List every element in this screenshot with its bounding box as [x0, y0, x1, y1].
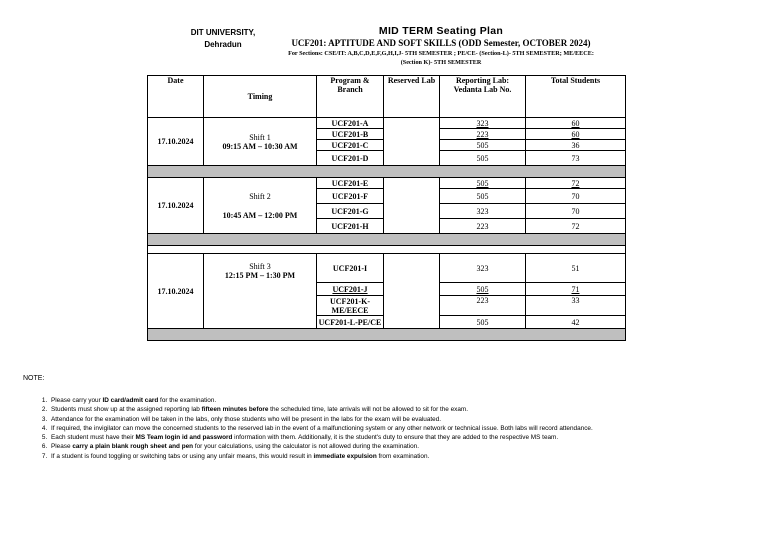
lab-cell: 505 — [440, 178, 526, 189]
note-item: 7. If a student is found toggling or switching tabs or using any unfair means, this would result in immediate expulsion from examination. — [49, 452, 764, 461]
total-cell: 36 — [526, 140, 626, 151]
lab-cell: 505 — [440, 151, 526, 166]
header-reporting-lab: Reporting Lab: Vedanta Lab No. — [440, 76, 526, 118]
program-cell: UCF201-B — [317, 129, 384, 140]
program-cell: UCF201-G — [317, 204, 384, 219]
total-cell: 71 — [526, 283, 626, 296]
shift-separator — [148, 234, 626, 246]
total-cell: 42 — [526, 316, 626, 329]
shift-time: 12:15 PM – 1:30 PM — [224, 271, 296, 280]
total-cell: 73 — [526, 151, 626, 166]
university-label: DIT UNIVERSITY, — [190, 28, 256, 37]
lab-cell: 223 — [440, 219, 526, 234]
note-item: 4. If required, the invigilator can move the concerned students to the reserved lab in the event of a malfunctioning system or any other network or technical issue. Both labs will record attendance. — [49, 424, 764, 433]
lab-cell: 505 — [440, 316, 526, 329]
shift-time: 10:45 AM – 12:00 PM — [222, 210, 298, 220]
reserved-lab-cell — [384, 118, 440, 166]
note-label: NOTE: — [23, 375, 45, 382]
header-program: Program & Branch — [317, 76, 384, 118]
sections-line-1: For Sections: CSE/IT: A,B,C,D,E,F,G,H,I,J- 5TH SEMESTER ; PE/CE- (Section-L)- 5TH SEMESTER; ME/EECE: — [288, 50, 594, 57]
shift-label: Shift 1 — [249, 132, 271, 142]
program-cell: UCF201-C — [317, 140, 384, 151]
program-cell: UCF201-H — [317, 219, 384, 234]
total-cell: 51 — [526, 254, 626, 283]
program-cell: UCF201-E — [317, 178, 384, 189]
university-name — [183, 27, 263, 51]
course-subtitle: UCF201: APTITUDE AND SOFT SKILLS (ODD Semester, OCTOBER 2024) — [291, 38, 591, 48]
note-item: 2. Students must show up at the assigned reporting lab fifteen minutes before the scheduled time, late arrivals will not be allowed to sit for the exam. — [49, 405, 764, 414]
note-item: 3. Attendance for the examination will be taken in the labs, only those students who will be present in the labs for the exam will be evaluated. — [49, 415, 764, 424]
total-cell: 70 — [526, 204, 626, 219]
sections-line-2: (Section K)- 5TH SEMESTER — [400, 59, 482, 66]
program-cell: UCF201-L-PE/CE — [317, 316, 384, 329]
document-title: MID TERM Seating Plan — [378, 25, 504, 37]
shift-date: 17.10.2024 — [148, 118, 204, 166]
lab-cell: 323 — [440, 118, 526, 129]
lab-cell: 323 — [440, 254, 526, 283]
header-reserved-lab: Reserved Lab — [384, 76, 440, 118]
reserved-lab-cell — [384, 254, 440, 329]
header-timing: Timing — [204, 76, 317, 118]
lab-cell: 223 — [440, 129, 526, 140]
shift-timing — [204, 118, 317, 166]
city-label: Dehradun — [204, 40, 242, 49]
seating-plan-table — [147, 75, 626, 341]
lab-cell: 505 — [440, 140, 526, 151]
shift-date: 17.10.2024 — [148, 178, 204, 234]
shift-label: Shift 3 — [249, 262, 271, 271]
shift-timing — [204, 178, 317, 234]
shift-label: Shift 2 — [249, 191, 271, 201]
lab-cell: 505 — [440, 189, 526, 204]
program-cell: UCF201-I — [317, 254, 384, 283]
blank-row — [148, 246, 626, 254]
total-cell: 33 — [526, 296, 626, 316]
program-cell: UCF201-F — [317, 189, 384, 204]
notes-list — [37, 396, 764, 461]
shift-date: 17.10.2024 — [148, 254, 204, 329]
shift-timing — [204, 254, 317, 329]
note-item: 5. Each student must have their MS Team login id and password information with them. Additionally, it is the student's duty to ensure that they are added to the respective MS team. — [49, 433, 764, 442]
lab-cell: 323 — [440, 204, 526, 219]
total-cell: 70 — [526, 189, 626, 204]
header-total-students: Total Students — [526, 76, 626, 118]
header-date: Date — [148, 76, 204, 118]
note-item: 6. Please carry a plain blank rough sheet and pen for your calculations, using the calculator is not allowed during the examination. — [49, 442, 764, 451]
note-item: 1. Please carry your ID card/admit card for the examination. — [49, 396, 764, 405]
program-cell: UCF201-D — [317, 151, 384, 166]
lab-cell: 505 — [440, 283, 526, 296]
reserved-lab-cell — [384, 178, 440, 234]
lab-cell: 223 — [440, 296, 526, 316]
shift-separator — [148, 166, 626, 178]
program-cell: UCF201-J — [317, 283, 384, 296]
total-cell: 72 — [526, 178, 626, 189]
total-cell: 60 — [526, 118, 626, 129]
total-cell: 72 — [526, 219, 626, 234]
shift-separator — [148, 329, 626, 341]
total-cell: 60 — [526, 129, 626, 140]
document-header — [268, 25, 614, 67]
shift-time: 09:15 AM – 10:30 AM — [222, 141, 298, 151]
program-cell: UCF201-K-ME/EECE — [317, 296, 384, 316]
program-cell: UCF201-A — [317, 118, 384, 129]
